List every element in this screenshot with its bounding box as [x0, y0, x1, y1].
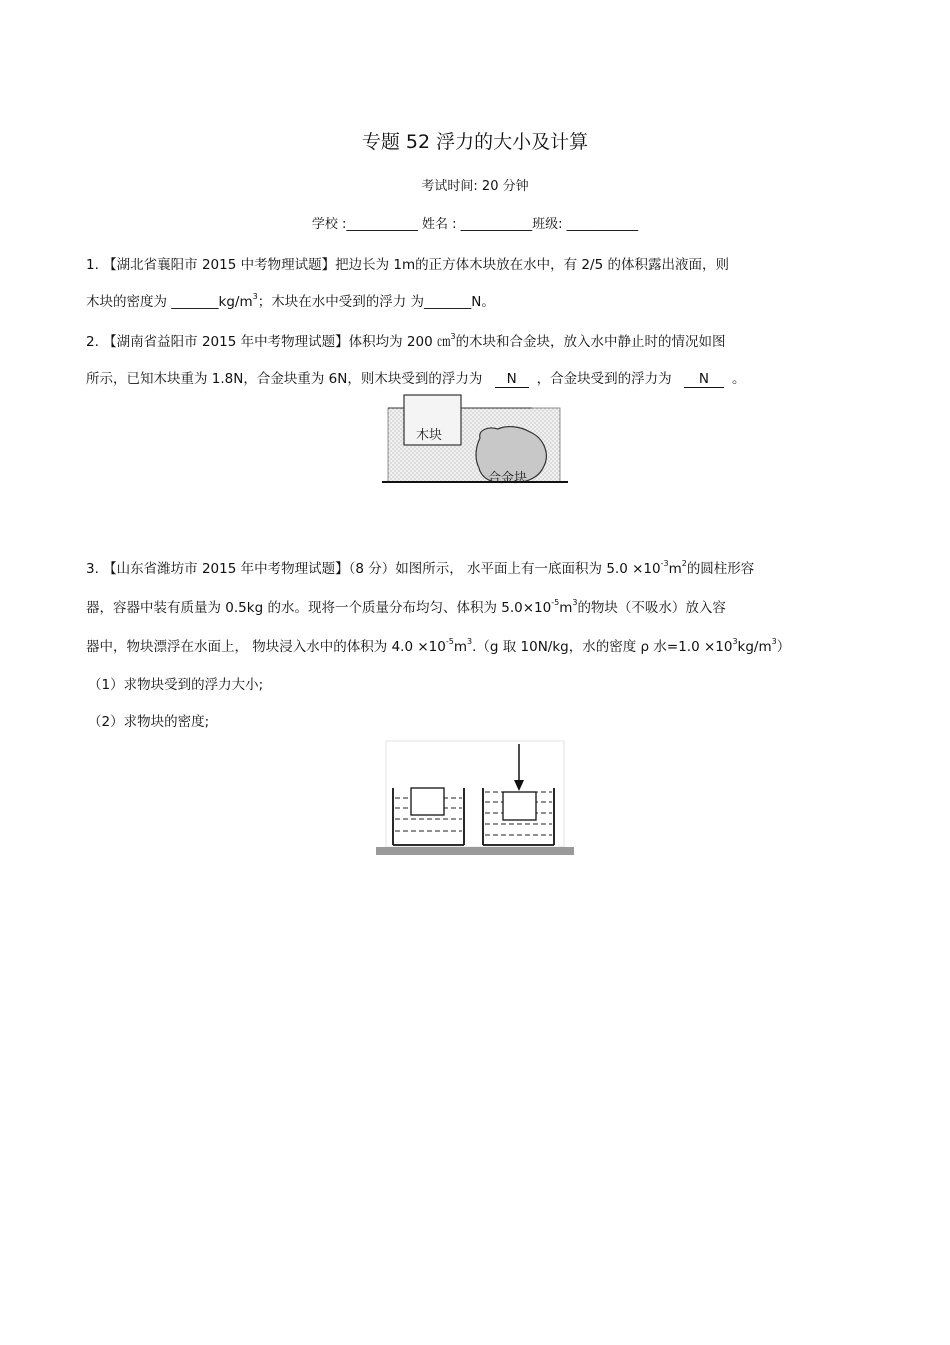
exam-time: 考试时间: 20 分钟 [421, 179, 529, 194]
q3-line2-sup2: 3 [572, 598, 578, 607]
q3-line1-sup2: 2 [681, 559, 687, 568]
q3-line3-text-a: 器中，物块漂浮在水面上， 物块浸入水中的体积为 4.0 ×10 [86, 639, 446, 655]
alloy-block-label: 合金块 [488, 471, 528, 486]
q1-line1: 1. 【湖北省襄阳市 2015 中考物理试题】把边长为 1m的正方体木块放在水中，有 2/5 的体积露出液面，则 [86, 257, 729, 273]
q3-line3-text-c: .（g 取 10N/kg，水的密度 ρ 水=1.0 ×10 [472, 639, 733, 655]
q2-answer-blank-2: N [684, 371, 724, 388]
q3-line2-text-c: 的物块（不吸水）放入容 [577, 600, 726, 616]
q3-line3 [86, 635, 790, 655]
left-floating-block [411, 788, 444, 815]
q3-figure [374, 740, 576, 858]
ground-surface [376, 847, 574, 855]
q2-line1 [86, 330, 726, 350]
q2-line1-text-a: 2. 【湖南省益阳市 2015 年中考物理试题】体积均为 200 ㎝ [86, 334, 451, 350]
q1-line2 [86, 290, 495, 310]
q3-line1-sup1: -3 [660, 559, 669, 568]
q3-line3-text-e: ） [776, 639, 791, 655]
q3-sub-question-2: （2）求物块的密度; [88, 714, 210, 730]
q2-line2 [86, 367, 745, 388]
q3-line1 [86, 557, 754, 577]
page-title: 专题 52 浮力的大小及计算 [361, 131, 589, 153]
q2-line1-sup: 3 [450, 332, 456, 341]
q1-line2-text-a: 木块的密度为 _______kg/m [86, 294, 253, 310]
q1-line2-text-b: ；木块在水中受到的浮力 为_______N。 [257, 294, 495, 310]
q3-line3-sup1: -5 [445, 637, 454, 646]
q3-sub-question-1: （1）求物块受到的浮力大小; [88, 677, 264, 693]
q3-line1-text-c: 的圆柱形容 [686, 561, 755, 577]
q3-line2-text-b: m [559, 600, 573, 616]
q3-line3-text-b: m [453, 639, 467, 655]
q3-line2-text-a: 器，容器中装有质量为 0.5kg 的水。现将一个质量分布均匀、体积为 5.0×10 [86, 600, 552, 616]
q3-line3-sup2: 3 [466, 637, 473, 646]
q2-line2-text-c: 。 [731, 371, 746, 387]
q2-line2-text-a: 所示，已知木块重为 1.8N，合金块重为 6N，则木块受到的浮力为 [86, 371, 483, 387]
q2-answer-blank-1: N [495, 371, 529, 388]
student-info-line: 学校 :___________ 姓名 : ___________班级: ___________ [311, 217, 639, 232]
wood-block-label: 木块 [416, 428, 443, 443]
right-submerged-block [503, 792, 536, 820]
q3-line1-text-b: m [668, 561, 682, 577]
q3-line3-text-d: kg/m [737, 639, 772, 655]
q3-line2-sup1: -5 [551, 598, 560, 607]
q3-line1-text-a: 3. 【山东省潍坊市 2015 年中考物理试题】（8 分）如图所示， 水平面上有一底面积为 5.0 ×10 [86, 561, 661, 577]
q2-line2-text-b: ，合金块受到的浮力为 [536, 371, 672, 387]
q3-line2 [86, 596, 726, 616]
q3-line3-sup4: 3 [771, 637, 777, 646]
q3-line3-sup3: 3 [732, 637, 738, 646]
q1-line2-sup: 3 [252, 292, 258, 301]
q2-line1-text-b: 的木块和合金块，放入水中静止时的情况如图 [455, 334, 726, 350]
q2-figure [380, 392, 570, 486]
